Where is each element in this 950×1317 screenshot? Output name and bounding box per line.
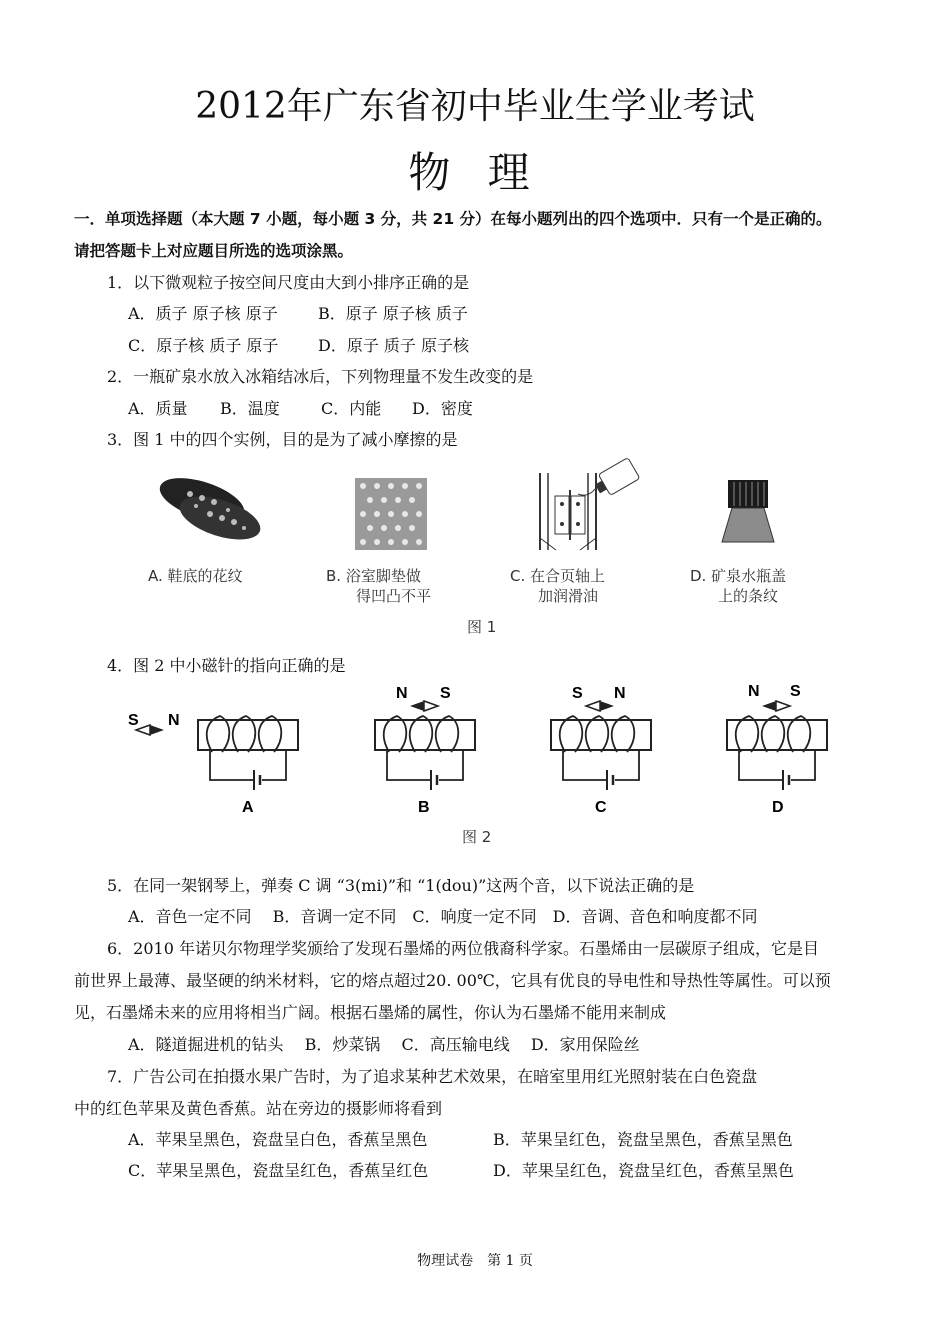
needle-d-right: S xyxy=(790,683,801,700)
bath-mat-image xyxy=(355,478,427,550)
q6-options: A．隧道掘进机的钻头 B．炒菜锅 C．高压输电线 D．家用保险丝 xyxy=(128,1035,640,1054)
q6-line3: 见，石墨烯未来的应用将相当广阔。根据石墨烯的属性，你认为石墨烯不能用来制成 xyxy=(74,1003,667,1022)
needle-c-right: N xyxy=(614,685,626,702)
q7-option-c: C．苹果呈黑色，瓷盘呈红色，香蕉呈红色 xyxy=(128,1161,429,1180)
q2-option-a: A．质量 xyxy=(128,399,188,418)
section-instruction-line2: 请把答题卡上对应题目所选的选项涂黑。 xyxy=(74,242,354,260)
needle-a-left: S xyxy=(128,712,139,729)
fig1-label: 图 1 xyxy=(467,618,497,636)
circuit-a-label: A xyxy=(242,799,254,816)
page-footer: 物理试卷 第 1 页 xyxy=(417,1253,533,1269)
q1-stem: 1．以下微观粒子按空间尺度由大到小排序正确的是 xyxy=(107,273,470,292)
q5-options: A．音色一定不同 B．音调一定不同 C．响度一定不同 D．音调、音色和响度都不同 xyxy=(128,907,758,926)
hinge-oil-image xyxy=(530,458,650,558)
fig1-caption-d2: 上的条纹 xyxy=(718,587,779,605)
q7-option-b: B．苹果呈红色，瓷盘呈黑色，香蕉呈黑色 xyxy=(493,1130,793,1149)
fig1-caption-c2: 加润滑油 xyxy=(538,587,599,605)
q2-option-c: C．内能 xyxy=(321,399,382,418)
fig1-caption-b1: B. 浴室脚垫做 xyxy=(326,567,421,585)
q4-stem: 4．图 2 中小磁针的指向正确的是 xyxy=(107,656,346,675)
circuit-d-label: D xyxy=(772,799,784,816)
q2-stem: 2．一瓶矿泉水放入冰箱结冰后，下列物理量不发生改变的是 xyxy=(107,367,534,386)
fig1-caption-b2: 得凹凸不平 xyxy=(356,587,432,605)
q7-option-d: D．苹果呈红色，瓷盘呈红色，香蕉呈黑色 xyxy=(493,1161,794,1180)
q1-option-c: C．原子核 质子 原子 xyxy=(128,336,279,355)
q7-line1: 7．广告公司在拍摄水果广告时，为了追求某种艺术效果，在暗室里用红光照射装在白色瓷盘 xyxy=(107,1067,758,1086)
q5-stem: 5．在同一架钢琴上，弹奏 C 调 “3(mi)”和 “1(dou)”这两个音，以下说法正确的是 xyxy=(107,876,695,895)
bottle-cap-image xyxy=(718,478,778,546)
circuit-d xyxy=(727,683,827,816)
shoe-sole-image xyxy=(150,470,280,555)
fig2-label: 图 2 xyxy=(462,828,492,846)
circuit-c xyxy=(551,685,651,816)
q6-line2: 前世界上最薄、最坚硬的纳米材料，它的熔点超过20. 00℃，它具有优良的导电性和导热性等属性。可以预 xyxy=(74,971,831,990)
circuit-b xyxy=(375,685,475,816)
fig1-caption-d1: D. 矿泉水瓶盖 xyxy=(690,567,787,585)
q6-line1: 6．2010 年诺贝尔物理学奖颁给了发现石墨烯的两位俄裔科学家。石墨烯由一层碳原子组成，它是目 xyxy=(107,939,819,958)
needle-d-left: N xyxy=(748,683,760,700)
q2-option-b: B．温度 xyxy=(220,399,280,418)
circuit-a xyxy=(128,712,298,816)
figure-2-circuits xyxy=(120,678,840,823)
circuit-c-label: C xyxy=(595,799,607,816)
fig1-caption-a: A. 鞋底的花纹 xyxy=(148,567,243,585)
section-instruction-line1: 一．单项选择题（本大题 7 小题，每小题 3 分，共 21 分）在每小题列出的四个选项中．只有一个是正确的。 xyxy=(74,210,832,228)
q1-option-d: D．原子 质子 原子核 xyxy=(318,336,470,355)
subject-title: 物 理 xyxy=(408,148,542,197)
q1-option-a: A．质子 原子核 原子 xyxy=(128,304,278,323)
needle-c-left: S xyxy=(572,685,583,702)
q7-option-a: A．苹果呈黑色，瓷盘呈白色，香蕉呈黑色 xyxy=(128,1130,428,1149)
q3-stem: 3．图 1 中的四个实例，目的是为了减小摩擦的是 xyxy=(107,430,458,449)
fig1-caption-c1: C. 在合页轴上 xyxy=(510,567,606,585)
needle-a-right: N xyxy=(168,712,180,729)
circuit-b-label: B xyxy=(418,799,430,816)
needle-b-left: N xyxy=(396,685,408,702)
exam-title: 2012年广东省初中毕业生学业考试 xyxy=(195,86,755,127)
q7-line2: 中的红色苹果及黄色香蕉。站在旁边的摄影师将看到 xyxy=(74,1099,443,1118)
needle-b-right: S xyxy=(440,685,451,702)
q2-option-d: D．密度 xyxy=(412,399,473,418)
q1-option-b: B．原子 原子核 质子 xyxy=(318,304,468,323)
